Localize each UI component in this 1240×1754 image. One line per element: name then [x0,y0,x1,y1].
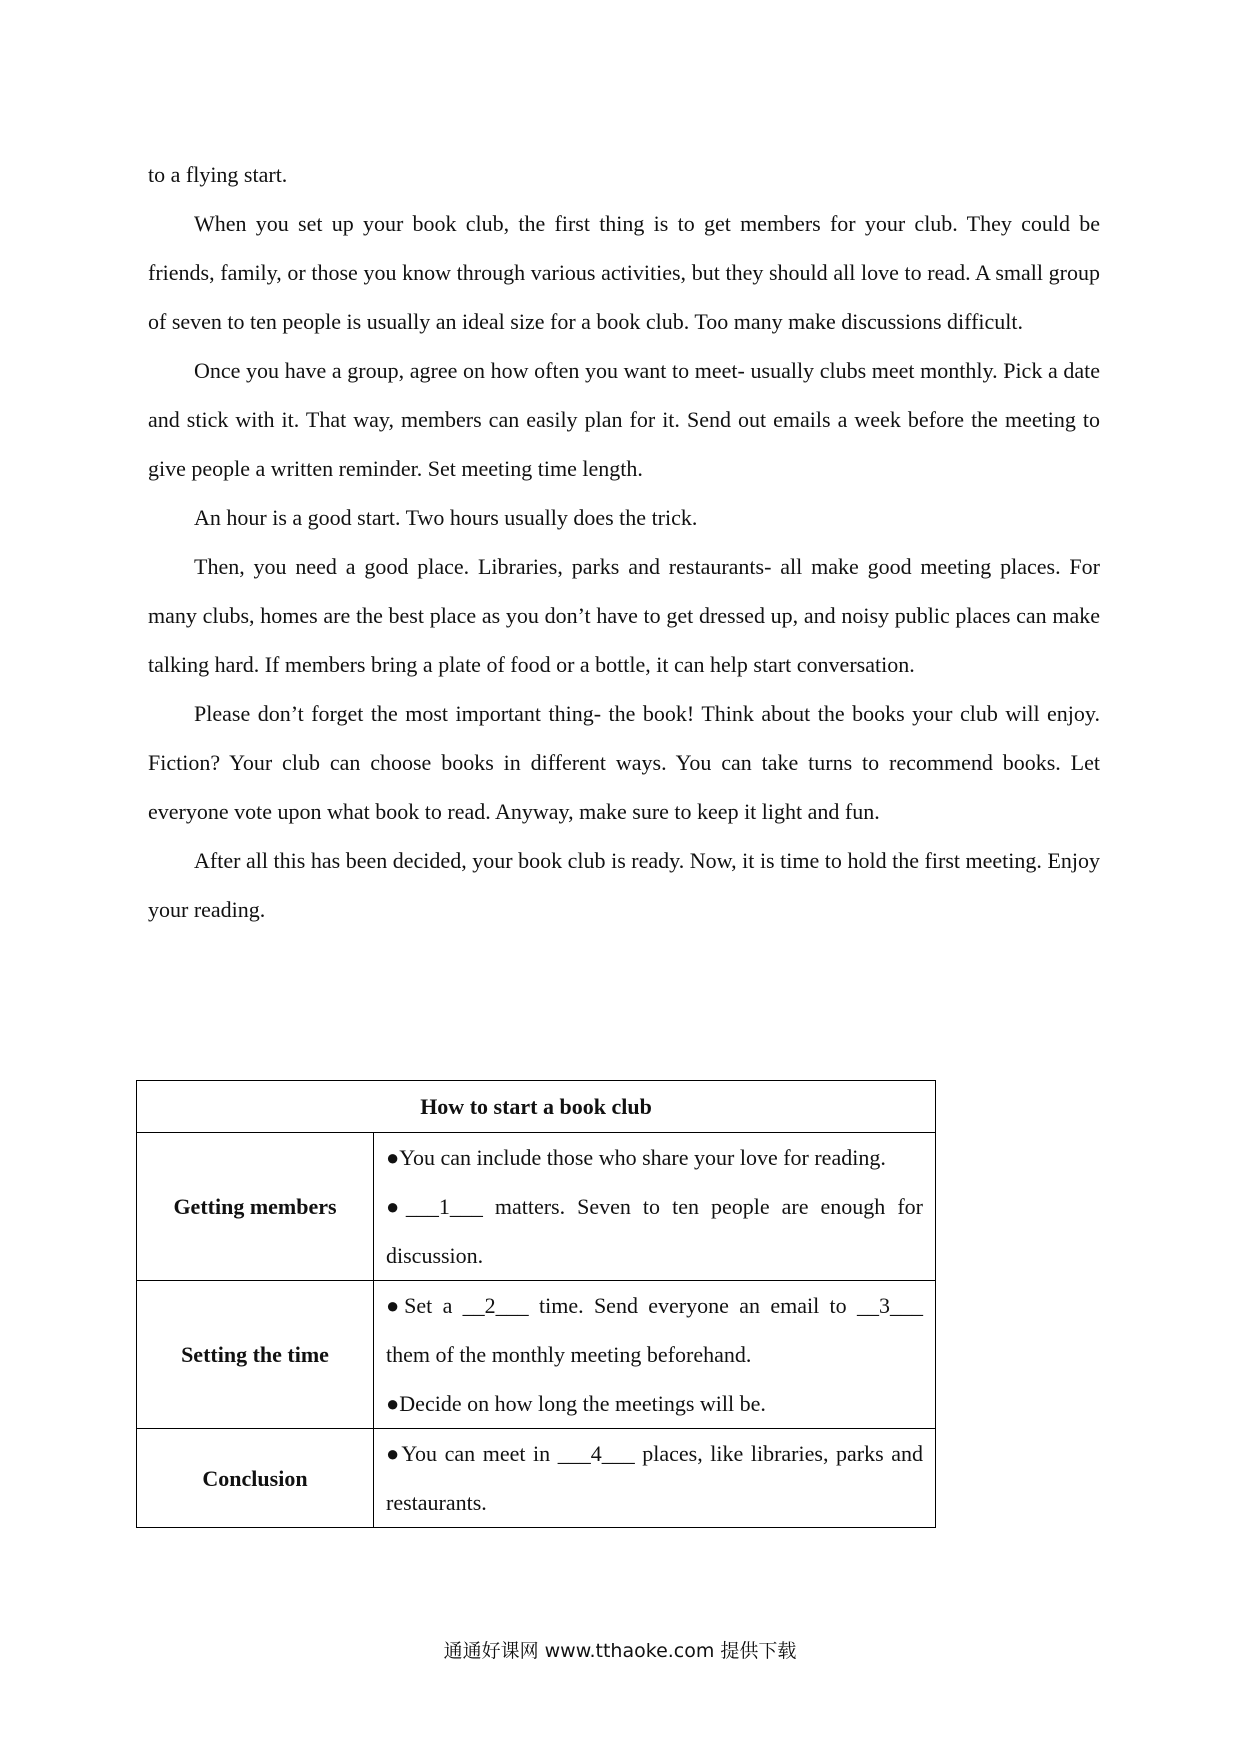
passage-paragraph: An hour is a good start. Two hours usually does the trick. [194,505,698,530]
bullet-point: ●___1___ matters. Seven to ten people are enough for discussion. [386,1194,923,1268]
table-row [137,1281,936,1429]
row-label: Conclusion [137,1429,374,1528]
table-title-row [137,1081,936,1133]
passage-body [148,150,1100,934]
row-label: Setting the time [137,1281,374,1429]
passage-paragraph: Once you have a group, agree on how often you want to meet- usually clubs meet monthly. Pick a date and stick with it. That way, members can easily plan for it. Send out emails a week before the meeting to give people a written reminder. Set meeting time length. [148,358,1100,481]
passage-paragraph: When you set up your book club, the first thing is to get members for your club. They could be friends, family, or those you know through various activities, but they should all love to read. A small group of seven to ten people is usually an ideal size for a book club. Too many make discussions difficult. [148,211,1100,334]
table-row [137,1429,936,1528]
bullet-point: ●You can include those who share your love for reading. [386,1145,886,1170]
bullet-point: ●Decide on how long the meetings will be. [386,1391,766,1416]
passage-paragraph: After all this has been decided, your book club is ready. Now, it is time to hold the first meeting. Enjoy your reading. [148,848,1100,922]
table-title: How to start a book club [137,1081,936,1133]
page-footer: 通通好课网 www.tthaoke.com 提供下载 [443,1640,797,1662]
passage-paragraph: Please don’t forget the most important thing- the book! Think about the books your club will enjoy. Fiction? Your club can choose books in different ways. You can take turns to recommend books. Let everyone vote upon what book to read. Anyway, make sure to keep it light and fun. [148,701,1100,824]
summary-table [136,1080,936,1528]
row-content [374,1281,936,1429]
bullet-point: ●You can meet in ___4___ places, like libraries, parks and restaurants. [386,1441,923,1515]
row-content [374,1133,936,1281]
passage-paragraph: Then, you need a good place. Libraries, parks and restaurants- all make good meeting places. For many clubs, homes are the best place as you don’t have to get dressed up, and noisy public places can make talking hard. If members bring a plate of food or a bottle, it can help start conversation. [148,554,1100,677]
passage-paragraph: to a flying start. [148,162,288,187]
table-row [137,1133,936,1281]
row-content [374,1429,936,1528]
row-label: Getting members [137,1133,374,1281]
bullet-point: ●Set a __2___ time. Send everyone an email to __3___ them of the monthly meeting beforehand. [386,1293,923,1367]
